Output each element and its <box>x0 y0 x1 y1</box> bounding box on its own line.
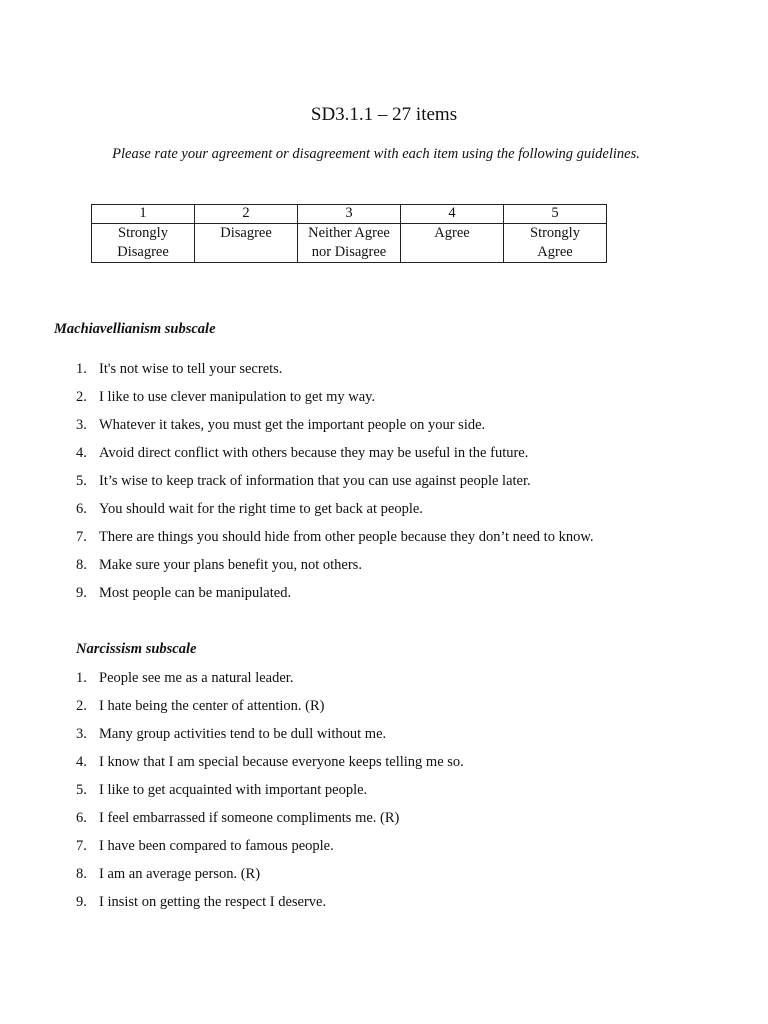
list-item <box>76 444 593 472</box>
item-text: I am an average person. (R) <box>99 866 261 882</box>
list-item <box>76 865 464 893</box>
list-item <box>76 472 593 500</box>
machiavellianism-heading: Machiavellianism subscale <box>54 321 216 337</box>
item-text: It's not wise to tell your secrets. <box>99 361 283 377</box>
item-number: 5. <box>76 473 87 489</box>
item-number: 7. <box>76 529 87 545</box>
item-number: 7. <box>76 838 87 854</box>
item-number: 3. <box>76 417 87 433</box>
item-text: I know that I am special because everyone keeps telling me so. <box>99 754 464 770</box>
list-item <box>76 584 593 612</box>
scale-number: 5 <box>504 205 607 224</box>
list-item <box>76 669 464 697</box>
list-item <box>76 697 464 725</box>
item-number: 4. <box>76 445 87 461</box>
item-number: 6. <box>76 810 87 826</box>
item-text: Make sure your plans benefit you, not others. <box>99 557 362 573</box>
list-item <box>76 556 593 584</box>
item-number: 3. <box>76 726 87 742</box>
list-item <box>76 893 464 921</box>
list-item <box>76 753 464 781</box>
item-text: There are things you should hide from other people because they don’t need to know. <box>99 529 594 545</box>
scale-label: Strongly Agree <box>504 224 607 263</box>
list-item <box>76 837 464 865</box>
list-item <box>76 500 593 528</box>
item-text: Most people can be manipulated. <box>99 585 292 601</box>
item-text: I insist on getting the respect I deserve. <box>99 894 327 910</box>
scale-label: Disagree <box>195 224 298 263</box>
scale-label: Agree <box>401 224 504 263</box>
item-number: 9. <box>76 585 87 601</box>
item-text: I feel embarrassed if someone compliments me. (R) <box>99 810 400 826</box>
narcissism-heading: Narcissism subscale <box>76 641 197 657</box>
list-item <box>76 528 593 556</box>
narcissism-items <box>76 669 464 921</box>
scale-number: 3 <box>298 205 401 224</box>
rating-scale-table <box>91 204 607 263</box>
item-number: 2. <box>76 698 87 714</box>
item-number: 8. <box>76 557 87 573</box>
machiavellianism-items <box>76 360 593 612</box>
item-number: 2. <box>76 389 87 405</box>
item-text: I like to use clever manipulation to get my way. <box>99 389 376 405</box>
item-number: 6. <box>76 501 87 517</box>
item-text: I have been compared to famous people. <box>99 838 334 854</box>
item-number: 1. <box>76 670 87 686</box>
item-text: Many group activities tend to be dull without me. <box>99 726 387 742</box>
list-item <box>76 781 464 809</box>
scale-labels-row <box>92 224 607 263</box>
item-number: 8. <box>76 866 87 882</box>
item-text: It’s wise to keep track of information that you can use against people later. <box>99 473 531 489</box>
list-item <box>76 725 464 753</box>
item-text: People see me as a natural leader. <box>99 670 294 686</box>
list-item <box>76 360 593 388</box>
list-item <box>76 809 464 837</box>
list-item <box>76 416 593 444</box>
scale-number: 4 <box>401 205 504 224</box>
item-number: 9. <box>76 894 87 910</box>
scale-number: 2 <box>195 205 298 224</box>
scale-label: Strongly Disagree <box>92 224 195 263</box>
item-text: I like to get acquainted with important people. <box>99 782 368 798</box>
scale-number: 1 <box>92 205 195 224</box>
scale-numbers-row <box>92 205 607 224</box>
item-text: Avoid direct conflict with others because they may be useful in the future. <box>99 445 529 461</box>
list-item <box>76 388 593 416</box>
scale-label: Neither Agree nor Disagree <box>298 224 401 263</box>
item-text: You should wait for the right time to get back at people. <box>99 501 423 517</box>
instructions-text: Please rate your agreement or disagreement with each item using the following guidelines. <box>112 146 640 162</box>
page-title: SD3.1.1 – 27 items <box>310 104 458 125</box>
item-number: 4. <box>76 754 87 770</box>
item-text: I hate being the center of attention. (R) <box>99 698 325 714</box>
item-text: Whatever it takes, you must get the important people on your side. <box>99 417 486 433</box>
item-number: 5. <box>76 782 87 798</box>
item-number: 1. <box>76 361 87 377</box>
